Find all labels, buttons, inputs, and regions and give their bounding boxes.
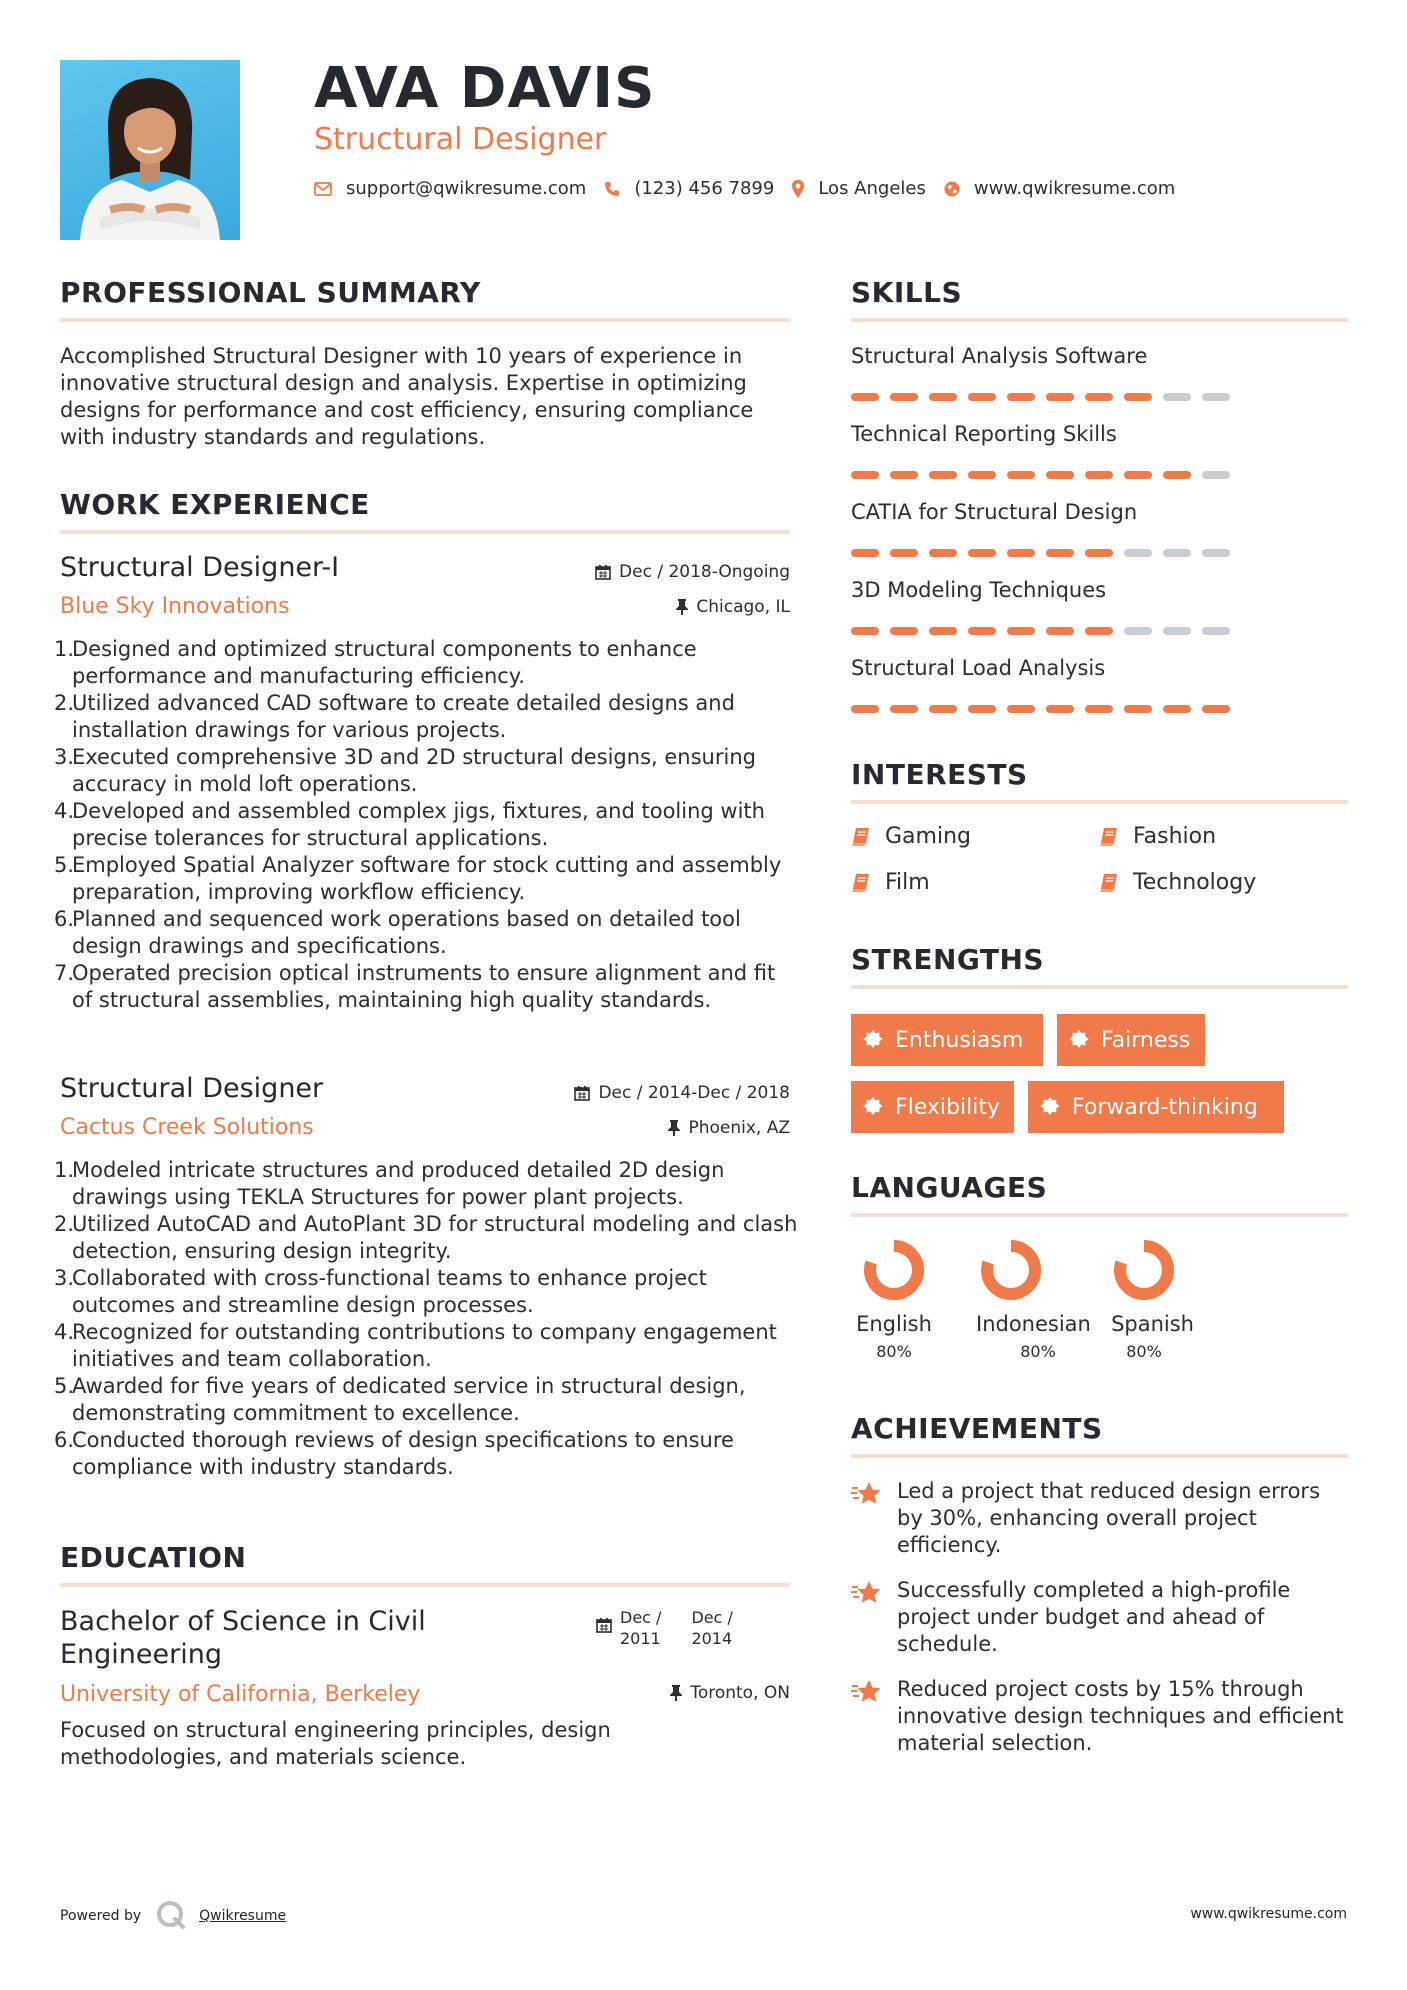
skill-dash-filled [968,471,996,479]
language-ring [1112,1238,1176,1302]
skill-dash-filled [851,627,879,635]
contact-location [792,178,926,199]
skill-dash-filled [1007,627,1035,635]
qwikresume-logo-icon [155,1899,189,1933]
education-divider [60,1583,790,1587]
achievement-item: Led a project that reduced design errors by 30%, enhancing overall project efficiency. [851,1478,1348,1559]
skill-dash-empty [1202,627,1230,635]
skill-dash-filled [890,627,918,635]
strengths-divider [851,985,1348,989]
education-location-text: Toronto, ON [690,1683,790,1703]
skill-name: Technical Reporting Skills [851,422,1117,446]
skill-dash-filled [1085,549,1113,557]
candidate-title: Structural Designer [314,122,607,157]
skill-dash-empty [1124,549,1152,557]
skill-name: Structural Analysis Software [851,344,1148,368]
pushpin-icon [676,599,688,615]
skill-dash-filled [1085,471,1113,479]
strengths-heading: STRENGTHS [851,943,1045,976]
profile-photo [60,60,240,240]
degree-line-1: Bachelor of Science in Civil [60,1606,426,1637]
summary-divider [60,318,790,322]
skill-dash-empty [1163,549,1191,557]
skill-dash-empty [1163,627,1191,635]
powered-by-text: Powered by [60,1908,142,1924]
profile-photo-illustration [60,60,240,240]
job-date [574,1083,790,1103]
skill-dash-empty [1124,627,1152,635]
skill-meter [851,705,1241,713]
bullet-item: 2. Utilized AutoCAD and AutoPlant 3D for structural modeling and clash detection, ensuring design integrity. [54,1212,798,1263]
email-text: support@qwikresume.com [346,178,587,199]
language-percent: 80% [1020,1342,1056,1361]
achievements-divider [851,1454,1348,1458]
badge-icon [1069,1030,1089,1050]
footer-website[interactable]: www.qwikresume.com [1190,1906,1347,1922]
book-icon [851,827,871,847]
skill-dash-filled [851,705,879,713]
phone-icon [604,181,620,197]
strength-chip: Forward-thinking [1028,1081,1284,1133]
job-date [595,562,790,582]
pushpin-icon [668,1120,680,1136]
language-item [841,1238,947,1361]
interest-item: Fashion [1099,824,1216,849]
bullet-item: 6. Conducted thorough reviews of design specifications to ensure compliance with industry standards. [54,1428,734,1479]
language-name: English [856,1312,932,1336]
skill-dash-filled [1046,393,1074,401]
strength-chip: Flexibility [851,1081,1014,1133]
interests-heading: INTERESTS [851,758,1028,791]
achievement-item: Reduced project costs by 15% through innovative design techniques and efficient material selection. [851,1676,1348,1757]
map-pin-icon [792,180,804,198]
skill-meter [851,471,1241,479]
pushpin-icon [670,1685,682,1701]
skills-heading: SKILLS [851,276,963,309]
education-end: Dec / 2014 [691,1608,733,1648]
job-bullets [54,636,800,1014]
bullet-item: 3. Collaborated with cross-functional teams to enhance project outcomes and streamline design processes. [54,1266,707,1317]
skill-meter [851,549,1241,557]
skill-meter [851,393,1241,401]
skill-dash-filled [890,705,918,713]
languages-heading: LANGUAGES [851,1171,1048,1204]
skill-dash-filled [1202,705,1230,713]
languages-divider [851,1213,1348,1217]
contact-email[interactable] [314,178,586,199]
job-location-text: Phoenix, AZ [688,1118,790,1138]
school-name: University of California, Berkeley [60,1682,421,1707]
language-name: Spanish [1111,1312,1194,1336]
education-location [670,1683,790,1703]
book-icon [1099,873,1119,893]
experience-divider [60,530,790,534]
skill-dash-filled [1007,705,1035,713]
skill-dash-empty [1163,393,1191,401]
skill-dash-filled [1163,471,1191,479]
book-icon [851,873,871,893]
skills-divider [851,318,1348,322]
language-item [968,1238,1108,1361]
skill-dash-filled [1046,705,1074,713]
contact-website[interactable] [944,178,1175,199]
skill-dash-filled [968,627,996,635]
interests-divider [851,800,1348,804]
skill-dash-filled [1085,627,1113,635]
skill-dash-filled [1163,705,1191,713]
language-item [1094,1238,1194,1361]
job-title: Structural Designer-I [60,552,340,583]
skill-dash-empty [1202,549,1230,557]
website-text: www.qwikresume.com [973,178,1176,199]
job-company: Blue Sky Innovations [60,594,290,619]
skill-dash-filled [968,393,996,401]
book-icon [1099,827,1119,847]
job-date-text: Dec / 2014-Dec / 2018 [598,1083,790,1103]
skill-dash-filled [1124,471,1152,479]
skill-name: Structural Load Analysis [851,656,1106,680]
skill-dash-filled [1007,471,1035,479]
star-icon [851,1579,883,1607]
language-percent: 80% [876,1342,912,1361]
skill-dash-filled [1046,549,1074,557]
calendar-icon [574,1085,590,1101]
job-location-text: Chicago, IL [696,597,790,617]
skill-meter [851,627,1241,635]
bullet-item: 4. Developed and assembled complex jigs, fixtures, and tooling with precise tolerances for structural applications. [54,799,765,850]
badge-icon [863,1030,883,1050]
qwikresume-link[interactable]: Qwikresume [199,1908,287,1924]
footer-powered-by [60,1899,286,1933]
skill-dash-filled [851,393,879,401]
skill-dash-filled [1046,627,1074,635]
language-ring [862,1238,926,1302]
star-icon [851,1480,883,1508]
job-location [676,597,790,617]
language-ring [979,1238,1043,1302]
bullet-item: 6. Planned and sequenced work operations based on detailed tool design drawings and specifications. [54,907,741,958]
globe-icon [944,181,960,197]
education-description: Focused on structural engineering principles, design methodologies, and materials science. [60,1718,611,1769]
education-dates [596,1607,733,1649]
skill-dash-filled [890,471,918,479]
bullet-item: 7. Operated precision optical instruments to ensure alignment and fit of structural assemblies, maintaining high quality standards. [54,961,776,1012]
envelope-icon [314,182,332,196]
education-start: Dec / 2011 [620,1608,662,1648]
job-title: Structural Designer [60,1073,324,1104]
skill-dash-filled [929,549,957,557]
skill-dash-filled [851,549,879,557]
summary-heading: PROFESSIONAL SUMMARY [60,276,481,309]
strength-chip: Fairness [1057,1014,1205,1066]
strength-chip: Enthusiasm [851,1014,1043,1066]
language-name: Indonesian [976,1312,1091,1336]
bullet-item: 5. Awarded for five years of dedicated service in structural design, demonstrating commitment to excellence. [54,1374,746,1425]
bullet-item: 4. Recognized for outstanding contributions to company engagement initiatives and team collaboration. [54,1320,777,1371]
summary-text: Accomplished Structural Designer with 10 years of experience in innovative structural design and analysis. Expertise in optimizing designs for performance and cost efficiency, ensuring compliance with industry standards and regulations. [60,344,754,449]
contact-phone[interactable] [604,178,774,199]
skill-dash-filled [929,627,957,635]
language-percent: 80% [1126,1342,1162,1361]
skill-dash-filled [1085,393,1113,401]
job-location [668,1118,790,1138]
calendar-icon [596,1617,612,1633]
skill-dash-filled [1007,549,1035,557]
skill-dash-filled [890,393,918,401]
experience-heading: WORK EXPERIENCE [60,488,370,521]
skill-dash-filled [929,705,957,713]
bullet-item: 1. Modeled intricate structures and produced detailed 2D design drawings using TEKLA Structures for power plant projects. [54,1158,725,1209]
skill-dash-filled [968,705,996,713]
phone-text: (123) 456 7899 [634,178,775,199]
bullet-item: 2. Utilized advanced CAD software to create detailed designs and installation drawings for various projects. [54,691,735,742]
job-company: Cactus Creek Solutions [60,1115,314,1140]
skill-dash-empty [1202,471,1230,479]
education-heading: EDUCATION [60,1541,247,1574]
interest-item: Film [851,870,930,895]
bullet-item: 3. Executed comprehensive 3D and 2D structural designs, ensuring accuracy in mold loft operations. [54,745,756,796]
contact-bar [314,178,1193,199]
job-date-text: Dec / 2018-Ongoing [619,562,790,582]
location-text: Los Angeles [818,178,926,199]
skill-dash-filled [968,549,996,557]
skill-name: 3D Modeling Techniques [851,578,1107,602]
skill-dash-filled [851,471,879,479]
achievements-heading: ACHIEVEMENTS [851,1412,1103,1445]
badge-icon [863,1097,883,1117]
skill-name: CATIA for Structural Design [851,500,1138,524]
badge-icon [1040,1097,1060,1117]
job-bullets [54,1157,800,1481]
skill-dash-filled [1046,471,1074,479]
bullet-item: 1. Designed and optimized structural components to enhance performance and manufacturing efficiency. [54,637,697,688]
skill-dash-filled [890,549,918,557]
skill-dash-filled [1124,393,1152,401]
star-icon [851,1678,883,1706]
skill-dash-filled [1085,705,1113,713]
skill-dash-empty [1202,393,1230,401]
skill-dash-filled [929,471,957,479]
achievement-item: Successfully completed a high-profile project under budget and ahead of schedule. [851,1577,1348,1658]
calendar-icon [595,564,611,580]
interest-item: Gaming [851,824,971,849]
skill-dash-filled [1124,705,1152,713]
interest-item: Technology [1099,870,1256,895]
degree-line-2: Engineering [60,1639,222,1670]
bullet-item: 5. Employed Spatial Analyzer software for stock cutting and assembly preparation, improving workflow efficiency. [54,853,782,904]
candidate-name: AVA DAVIS [314,56,656,121]
skill-dash-filled [929,393,957,401]
skill-dash-filled [1007,393,1035,401]
